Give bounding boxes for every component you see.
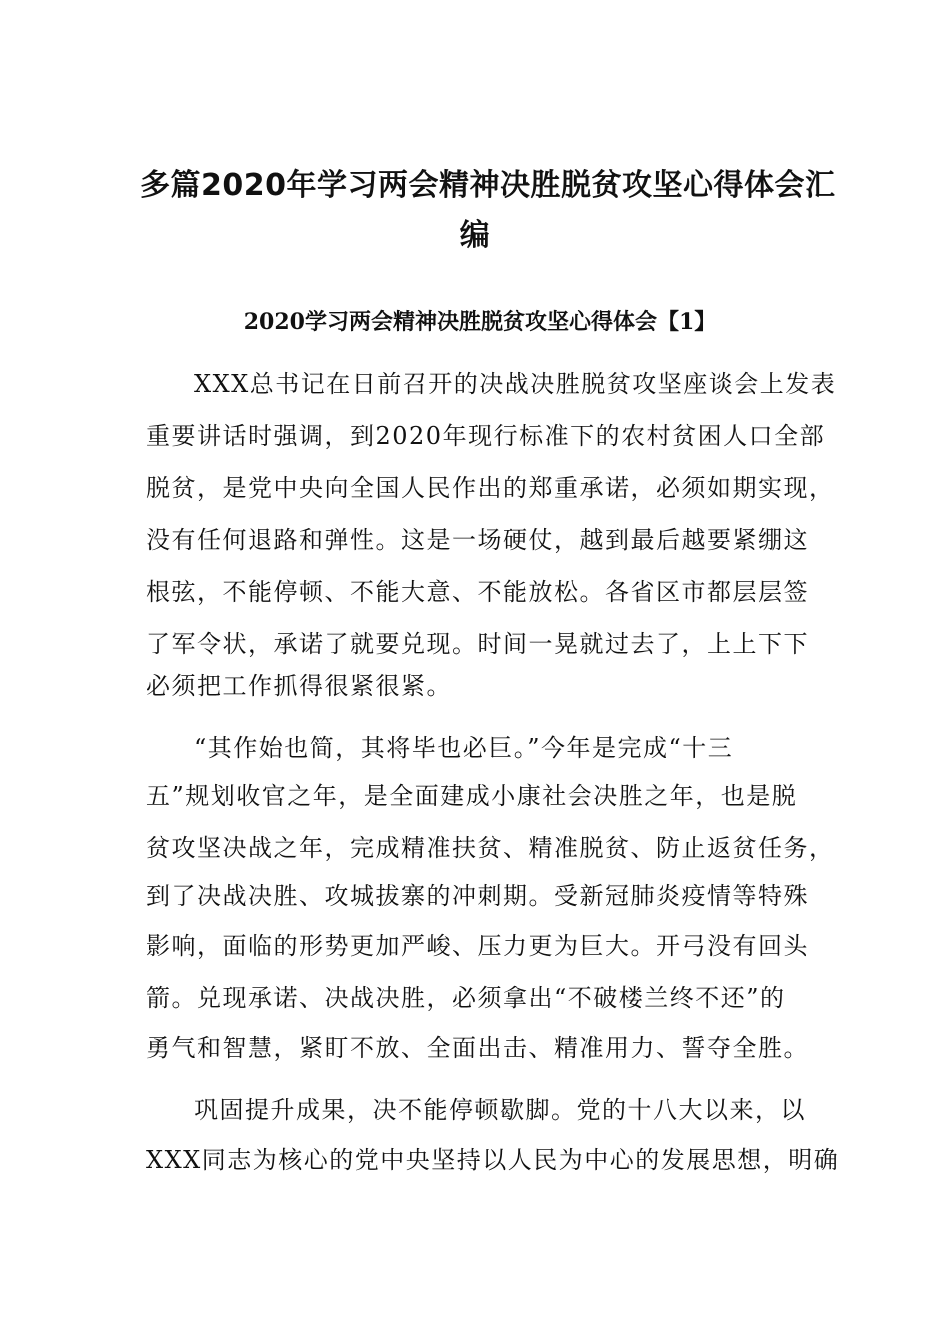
paragraph-line: 了军令状，承诺了就要兑现。时间一晃就过去了，上上下下 — [146, 630, 809, 658]
paragraph-line: 五”规划收官之年，是全面建成小康社会决胜之年，也是脱 — [146, 782, 798, 810]
paragraph-line: 影响，面临的形势更加严峻、压力更为巨大。开弓没有回头 — [146, 932, 809, 960]
paragraph-line: 到了决战决胜、攻城拔寨的冲刺期。受新冠肺炎疫情等特殊 — [146, 882, 809, 910]
paragraph-line: 巩固提升成果，决不能停顿歇脚。党的十八大以来，以 — [194, 1096, 806, 1124]
paragraph-line: 脱贫，是党中央向全国人民作出的郑重承诺，必须如期实现， — [146, 474, 835, 502]
document-title-line-2: 编 — [459, 218, 491, 253]
paragraph-line: 没有任何退路和弹性。这是一场硬仗，越到最后越要紧绷这 — [146, 526, 809, 554]
paragraph-line: XXX总书记在日前召开的决战决胜脱贫攻坚座谈会上发表 — [194, 370, 837, 398]
paragraph-line: 贫攻坚决战之年，完成精准扶贫、精准脱贫、防止返贫任务， — [146, 834, 835, 862]
document-title-line-1: 多篇2020年学习两会精神决胜脱贫攻坚心得体会汇 — [140, 168, 836, 203]
paragraph-line: 重要讲话时强调，到2020年现行标准下的农村贫困人口全部 — [146, 422, 826, 450]
paragraph-line: “其作始也简，其将毕也必巨。”今年是完成“十三 — [194, 734, 734, 762]
paragraph-line: 根弦，不能停顿、不能大意、不能放松。各省区市都层层签 — [146, 578, 809, 606]
paragraph-line: XXX同志为核心的党中央坚持以人民为中心的发展思想，明确 — [146, 1146, 840, 1174]
paragraph-line: 箭。兑现承诺、决战决胜，必须拿出“不破楼兰终不还”的 — [146, 984, 786, 1012]
paragraph-line: 必须把工作抓得很紧很紧。 — [146, 672, 452, 700]
section-heading: 2020学习两会精神决胜脱贫攻坚心得体会【1】 — [243, 309, 717, 335]
paragraph-line: 勇气和智慧，紧盯不放、全面出击、精准用力、誓夺全胜。 — [146, 1034, 809, 1062]
